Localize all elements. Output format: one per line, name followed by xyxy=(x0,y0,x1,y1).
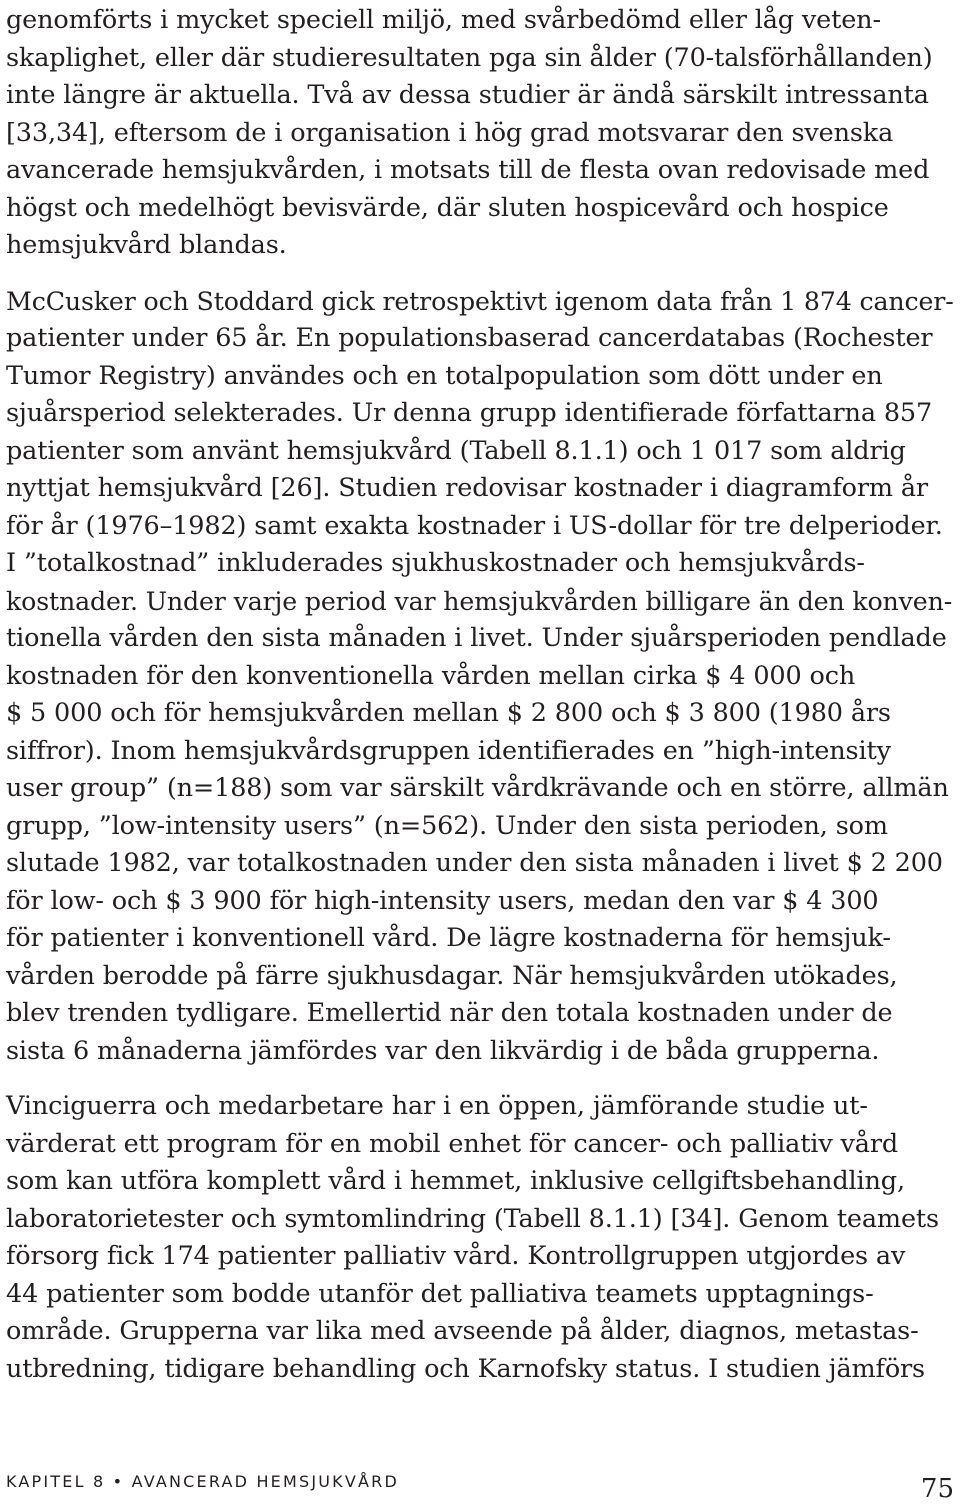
text-line: försorg fick 174 patienter palliativ vård. Kontrollgruppen utgjordes av xyxy=(6,1241,906,1271)
text-line: tionella vården den sista månaden i livet. Under sjuårsperioden pendlade xyxy=(6,623,947,653)
text-line: blev trenden tydligare. Emellertid när den totala kostnaden under de xyxy=(6,998,893,1028)
text-line: kostnader. Under varje period var hemsjukvården billigare än den konven- xyxy=(6,586,953,616)
text-line: slutade 1982, var totalkostnaden under den sista månaden i livet $ 2 200 xyxy=(6,848,943,878)
text-line: 44 patienter som bodde utanför det palliativa teamets upptagnings- xyxy=(6,1278,874,1309)
text-line: som kan utföra komplett vård i hemmet, inklusive cellgiftsbehandling, xyxy=(6,1166,905,1196)
text-line: vården berodde på färre sjukhusdagar. När hemsjukvården utökades, xyxy=(6,960,898,991)
text-line: för patienter i konventionell vård. De lägre kostnaderna för hemsjuk- xyxy=(6,923,891,953)
text-line: värderat ett program för en mobil enhet för cancer- och palliativ vård xyxy=(6,1128,899,1159)
text-line: [33,34], eftersom de i organisation i hög grad motsvarar den svenska xyxy=(6,117,894,148)
paragraph xyxy=(6,2,956,265)
text-line: område. Grupperna var lika med avseende på ålder, diagnos, metastas- xyxy=(6,1316,919,1346)
text-line: I ”totalkostnad” inkluderades sjukhuskostnader och hemsjukvårds- xyxy=(6,548,865,578)
text-line: för low- och $ 3 900 för high-intensity users, medan den var $ 4 300 xyxy=(6,885,879,916)
text-line: grupp, ”low-intensity users” (n=562). Under den sista perioden, som xyxy=(6,810,888,841)
text-line: sista 6 månaderna jämfördes var den likvärdig i de båda grupperna. xyxy=(6,1035,880,1066)
text-line: utbredning, tidigare behandling och Karnofsky status. I studien jämförs xyxy=(6,1353,925,1384)
text-line: McCusker och Stoddard gick retrospektivt igenom data från 1 874 cancer- xyxy=(6,286,954,316)
chapter-running-footer: KAPITEL 8 • AVANCERAD HEMSJUKVÅRD xyxy=(6,1472,400,1491)
page-number: 75 xyxy=(920,1474,954,1504)
text-line: patienter under 65 år. En populationsbaserad cancerdatabas (Rochester xyxy=(6,323,933,353)
text-line: genomförts i mycket speciell miljö, med svårbedömd eller låg veten- xyxy=(6,5,881,35)
paragraph xyxy=(6,283,956,1071)
body-text xyxy=(6,2,956,1388)
text-line: avancerade hemsjukvården, i motsats till de flesta ovan redovisade med xyxy=(6,155,930,185)
text-line: inte längre är aktuella. Två av dessa studier är ändå särskilt intressanta xyxy=(6,80,929,110)
text-line: för år (1976–1982) samt exakta kostnader i US-dollar för tre delperioder. xyxy=(6,510,943,541)
text-line: högst och medelhögt bevisvärde, där sluten hospicevård och hospice xyxy=(6,192,889,223)
text-line: user group” (n=188) som var särskilt vårdkrävande och en större, allmän xyxy=(6,773,949,803)
text-line: Vinciguerra och medarbetare har i en öppen, jämförande studie ut- xyxy=(6,1091,868,1121)
text-line: sjuårsperiod selekterades. Ur denna grupp identifierade författarna 857 xyxy=(6,398,933,428)
text-line: Tumor Registry) användes och en totalpopulation som dött under en xyxy=(6,360,883,391)
text-line: $ 5 000 och för hemsjukvården mellan $ 2 800 och $ 3 800 (1980 års xyxy=(6,698,891,728)
text-line: patienter som använt hemsjukvård (Tabell 8.1.1) och 1 017 som aldrig xyxy=(6,435,906,466)
text-line: laboratorietester och symtomlindring (Tabell 8.1.1) [34]. Genom teamets xyxy=(6,1203,939,1234)
text-line: skaplighet, eller där studieresultaten pga sin ålder (70-talsförhållanden) xyxy=(6,42,933,73)
text-line: hemsjukvård blandas. xyxy=(6,230,287,260)
text-line: kostnaden för den konventionella vården mellan cirka $ 4 000 och xyxy=(6,660,856,691)
text-line: nyttjat hemsjukvård [26]. Studien redovisar kostnader i diagramform år xyxy=(6,473,928,503)
text-line: siffror). Inom hemsjukvårdsgruppen identifierades en ”high-intensity xyxy=(6,735,891,766)
paragraph xyxy=(6,1088,956,1388)
